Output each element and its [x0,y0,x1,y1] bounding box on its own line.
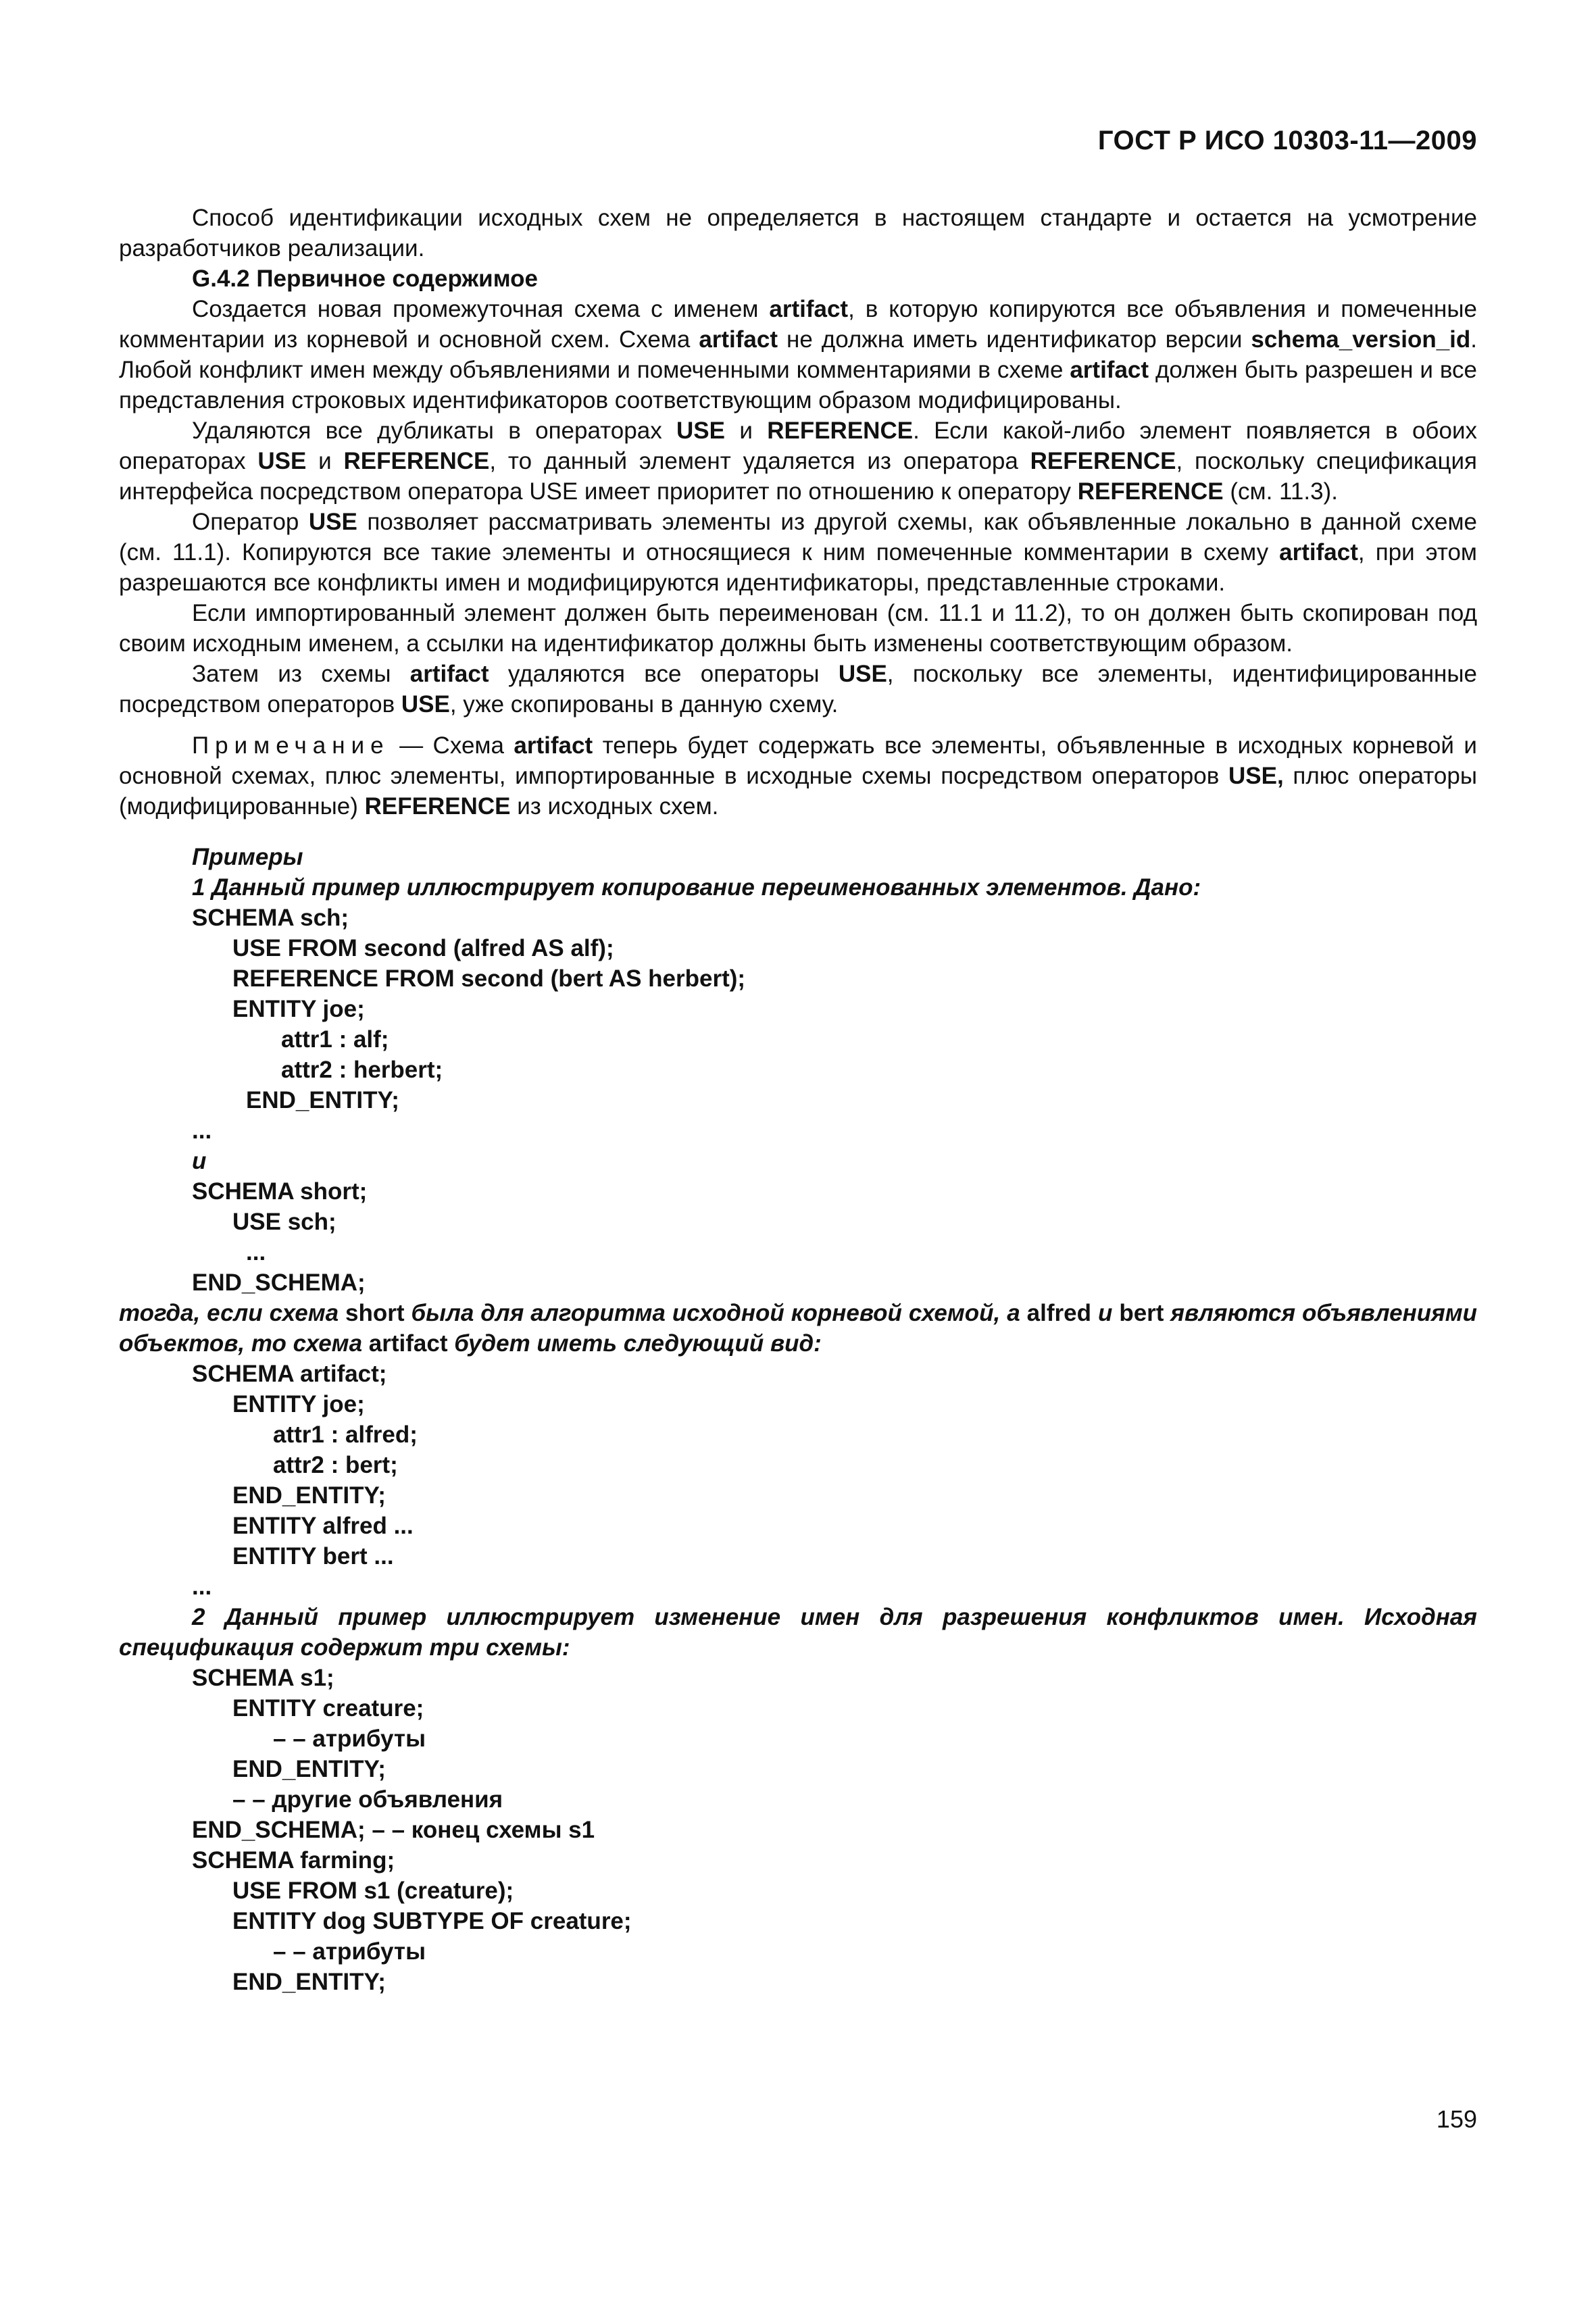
paragraph-3: Удаляются все дубликаты в операторах USE и REFERENCE. Если какой-либо элемент появляется в обоих операторах USE и REFERENCE, то данный элемент удаляется из оператора REFERENCE, поскольку спецификация интерфейса посредством оператора USE имеет приоритет по отношению к оператору REFERENCE (см. 11.3). [119,418,1478,505]
code-line: ... [192,1117,212,1144]
code-line: END_ENTITY; [232,1756,386,1782]
code-line: SCHEMA sch; [192,905,349,931]
code-line: – – атрибуты [273,1726,426,1752]
code-line: END_SCHEMA; – – конец схемы s1 [192,1817,595,1843]
example-2-caption: 2 Данный пример иллюстрирует изменение имен для разрешения конфликтов имен. Исходная спецификация содержит три схемы: [119,1604,1477,1661]
code-line: и [192,1148,207,1174]
example-1-result [119,1359,1477,1602]
code-line: USE FROM second (alfred AS alf); [232,935,614,961]
code-line: ENTITY joe; [232,996,365,1022]
code-line: attr2 : herbert; [281,1057,443,1083]
code-line: SCHEMA artifact; [192,1361,387,1387]
example-1-code [119,903,1477,1298]
code-line: SCHEMA farming; [192,1847,395,1873]
code-line: attr2 : bert; [273,1452,398,1478]
paragraph-1: Способ идентификации исходных схем не определяется в настоящем стандарте и остается на усмотрение разработчиков реализации. [119,205,1477,261]
example-1-caption: 1 Данный пример иллюстрирует копирование переименованных элементов. Дано: [192,874,1201,901]
example-1-then: тогда, если схема short была для алгоритма исходной корневой схемой, а alfred и bert являются объявлениями объектов, то схема artifact будет иметь следующий вид: [119,1300,1477,1357]
paragraph-2: Создается новая промежуточная схема с именем artifact, в которую копируются все объявления и помеченные комментарии из корневой и основной схем. Схема artifact не должна иметь идентификатор версии schema_version_id. Любой конфликт имен между объявлениями и помеченными комментариями в схеме artifact должен быть разрешен и все представления строковых идентификаторов соответствующим образом модифицированы. [119,296,1478,413]
code-line: END_SCHEMA; [192,1269,366,1296]
code-line: ENTITY creature; [232,1695,424,1721]
note-label: Примечание [192,732,390,759]
code-line: attr1 : alfred; [273,1422,418,1448]
code-line: END_ENTITY; [232,1482,386,1509]
page-content [119,203,1477,1997]
examples-title: Примеры [192,844,303,870]
code-line: END_ENTITY; [232,1969,386,1995]
code-line: ENTITY joe; [232,1391,365,1417]
code-line: – – другие объявления [232,1786,503,1813]
standard-header: ГОСТ Р ИСО 10303-11—2009 [1097,126,1477,155]
code-line: USE FROM s1 (creature); [232,1878,514,1904]
paragraph-6: Затем из схемы artifact удаляются все операторы USE, поскольку все элементы, идентифицированные посредством операторов USE, уже скопированы в данную схему. [119,661,1477,718]
code-line: ... [246,1239,266,1265]
code-line: SCHEMA short; [192,1178,368,1205]
code-line: SCHEMA s1; [192,1665,334,1691]
code-line: ENTITY alfred ... [232,1513,414,1539]
code-line: REFERENCE FROM second (bert AS herbert); [232,965,746,992]
paragraph-5: Если импортированный элемент должен быть переименован (см. 11.1 и 11.2), то он должен быть скопирован под своим исходным именем, а ссылки на идентификатор должны быть изменены соответствующим образом. [119,600,1477,657]
example-2-code [119,1663,1477,1997]
code-line: attr1 : alf; [281,1026,389,1053]
code-line: ... [192,1574,212,1600]
note-paragraph: Примечание — Схема artifact теперь будет содержать все элементы, объявленные в исходных корневой и основной схемах, плюс элементы, импортированные в исходные схемы посредством операторов USE, плюс операторы (модифицированные) REFERENCE из исходных схем. [119,732,1477,820]
section-heading: G.4.2 Первичное содержимое [192,266,538,292]
code-line: – – атрибуты [273,1938,426,1965]
page-number: 159 [1436,2105,1477,2133]
code-line: USE sch; [232,1209,336,1235]
code-line: ENTITY bert ... [232,1543,394,1569]
code-line: ENTITY dog SUBTYPE OF creature; [232,1908,632,1934]
code-line: END_ENTITY; [246,1087,399,1113]
paragraph-4: Оператор USE позволяет рассматривать элементы из другой схемы, как объявленные локально в данной схеме (см. 11.1). Копируются все такие элементы и относящиеся к ним помеченные комментарии в схему artifact, при этом разрешаются все конфликты имен и модифицируются идентификаторы, представленные строками. [119,509,1477,596]
